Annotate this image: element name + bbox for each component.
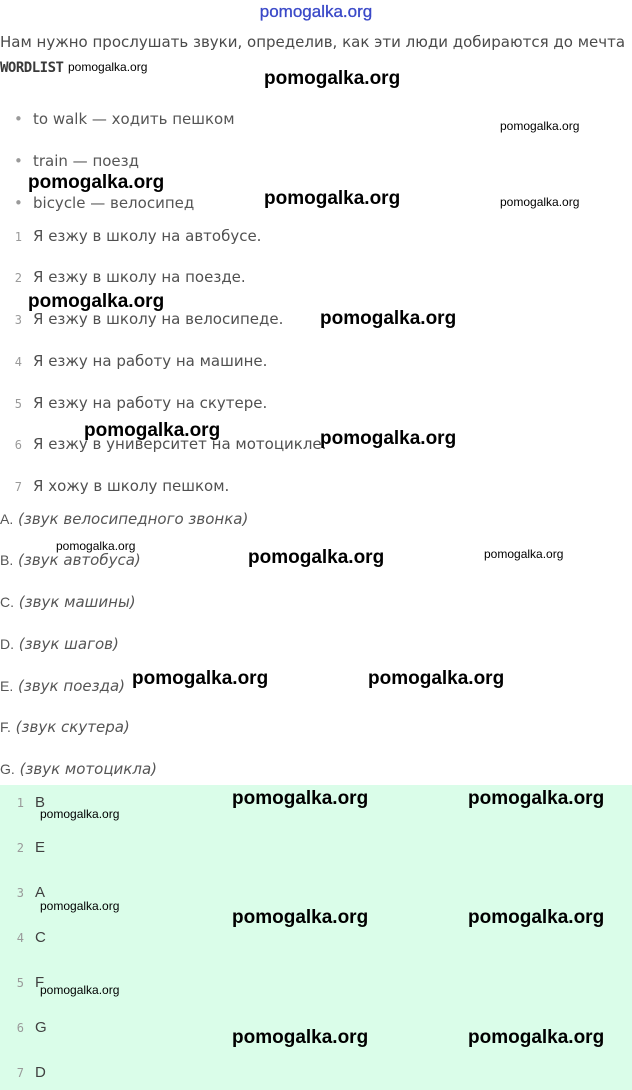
sentence-number: 1 <box>14 230 22 244</box>
sound-option <box>0 551 141 569</box>
sound-letter: C. <box>0 594 14 610</box>
watermark: pomogalka.org <box>468 1027 605 1048</box>
wordlist-heading: WORDLIST <box>0 60 64 76</box>
sound-letter: G. <box>0 761 15 777</box>
watermark: pomogalka.org <box>484 547 564 561</box>
watermark: pomogalka.org <box>84 420 221 441</box>
sound-option <box>0 593 136 611</box>
sound-text: (звук автобуса) <box>18 551 141 569</box>
watermark: pomogalka.org <box>232 1027 369 1048</box>
wordlist-text: train — поезд <box>33 152 140 170</box>
answer-row <box>0 928 46 946</box>
answer-row <box>0 883 45 901</box>
task-intro: Нам нужно прослушать звуки, определив, как эти люди добираются до мечта <box>0 33 626 51</box>
sound-text: (звук шагов) <box>18 635 119 653</box>
sound-text: (звук машины) <box>18 593 136 611</box>
answer-row <box>0 973 44 991</box>
answer-value: A <box>35 884 46 901</box>
sentence-text: Я езжу на работу на скутере. <box>33 394 268 412</box>
wordlist-item <box>14 152 139 170</box>
watermark: pomogalka.org <box>468 907 605 928</box>
watermark: pomogalka.org <box>40 983 120 997</box>
sentence-item <box>0 227 261 245</box>
wordlist-text: bicycle — велосипед <box>33 194 195 212</box>
watermark: pomogalka.org <box>368 668 505 689</box>
watermark: pomogalka.org <box>320 428 457 449</box>
sentence-item <box>0 268 246 286</box>
answer-row <box>0 1018 47 1036</box>
watermark: pomogalka.org <box>468 788 605 809</box>
sound-text: (звук мотоцикла) <box>19 760 157 778</box>
watermark: pomogalka.org <box>28 172 165 193</box>
sentence-text: Я езжу на работу на машине. <box>33 352 268 370</box>
sound-letter: F. <box>0 719 11 735</box>
sentence-text: Я хожу в школу пешком. <box>33 477 230 495</box>
answer-number: 4 <box>16 931 24 945</box>
watermark: pomogalka.org <box>40 807 120 821</box>
sentence-item <box>0 435 326 453</box>
watermark: pomogalka.org <box>264 68 401 89</box>
watermark: pomogalka.org <box>248 547 385 568</box>
site-title[interactable]: pomogalka.org <box>259 2 373 21</box>
sentence-text: Я езжу в школу на автобусе. <box>33 227 262 245</box>
answer-value: D <box>35 1064 46 1081</box>
sentence-item <box>0 352 267 370</box>
wordlist-item <box>14 194 194 212</box>
watermark: pomogalka.org <box>40 899 120 913</box>
sound-letter: A. <box>0 511 14 527</box>
answer-value: C <box>35 929 46 946</box>
answer-number: 1 <box>16 796 24 810</box>
sentence-number: 2 <box>14 271 22 285</box>
sentence-text: Я езжу в школу на поезде. <box>33 268 246 286</box>
watermark: pomogalka.org <box>132 668 269 689</box>
bullet-icon: • <box>14 194 23 212</box>
answer-row <box>0 793 45 811</box>
sentence-number: 7 <box>14 480 22 494</box>
sound-letter: B. <box>0 552 14 568</box>
watermark: pomogalka.org <box>68 60 148 74</box>
answers-panel <box>0 785 632 1090</box>
watermark: pomogalka.org <box>232 907 369 928</box>
sentence-item <box>0 394 267 412</box>
wordlist-text: to walk — ходить пешком <box>33 110 235 128</box>
answer-number: 6 <box>16 1021 24 1035</box>
sound-text: (звук скутера) <box>15 718 130 736</box>
sentence-item <box>0 477 229 495</box>
answer-row <box>0 838 45 856</box>
sound-letter: E. <box>0 678 14 694</box>
sound-option <box>0 635 119 653</box>
watermark: pomogalka.org <box>264 188 401 209</box>
answer-value: G <box>35 1019 47 1036</box>
answer-number: 7 <box>16 1066 24 1080</box>
sentence-number: 5 <box>14 397 22 411</box>
watermark: pomogalka.org <box>232 788 369 809</box>
bullet-icon: • <box>14 152 23 170</box>
sentence-text: Я езжу в школу на велосипеде. <box>33 310 284 328</box>
sound-text: (звук велосипедного звонка) <box>18 510 249 528</box>
answer-value: F <box>35 974 45 991</box>
bullet-icon: • <box>14 110 23 128</box>
answer-number: 5 <box>16 976 24 990</box>
sentence-number: 6 <box>14 438 22 452</box>
sound-text: (звук поезда) <box>18 677 125 695</box>
watermark: pomogalka.org <box>500 195 580 209</box>
sentence-number: 4 <box>14 355 22 369</box>
sound-option <box>0 677 125 695</box>
answer-number: 3 <box>16 886 24 900</box>
answer-row <box>0 1063 46 1081</box>
sentence-text: Я езжу в университет на мотоцикле. <box>33 435 327 453</box>
sentence-number: 3 <box>14 313 22 327</box>
watermark: pomogalka.org <box>320 308 457 329</box>
watermark: pomogalka.org <box>56 539 136 553</box>
wordlist-item <box>14 110 235 128</box>
watermark: pomogalka.org <box>500 119 580 133</box>
sentence-item <box>0 310 283 328</box>
answer-value: B <box>35 794 46 811</box>
sound-option <box>0 718 130 736</box>
answer-number: 2 <box>16 841 24 855</box>
sound-option <box>0 510 248 528</box>
answer-value: E <box>35 839 46 856</box>
sound-option <box>0 760 157 778</box>
sound-letter: D. <box>0 636 14 652</box>
watermark: pomogalka.org <box>28 291 165 312</box>
